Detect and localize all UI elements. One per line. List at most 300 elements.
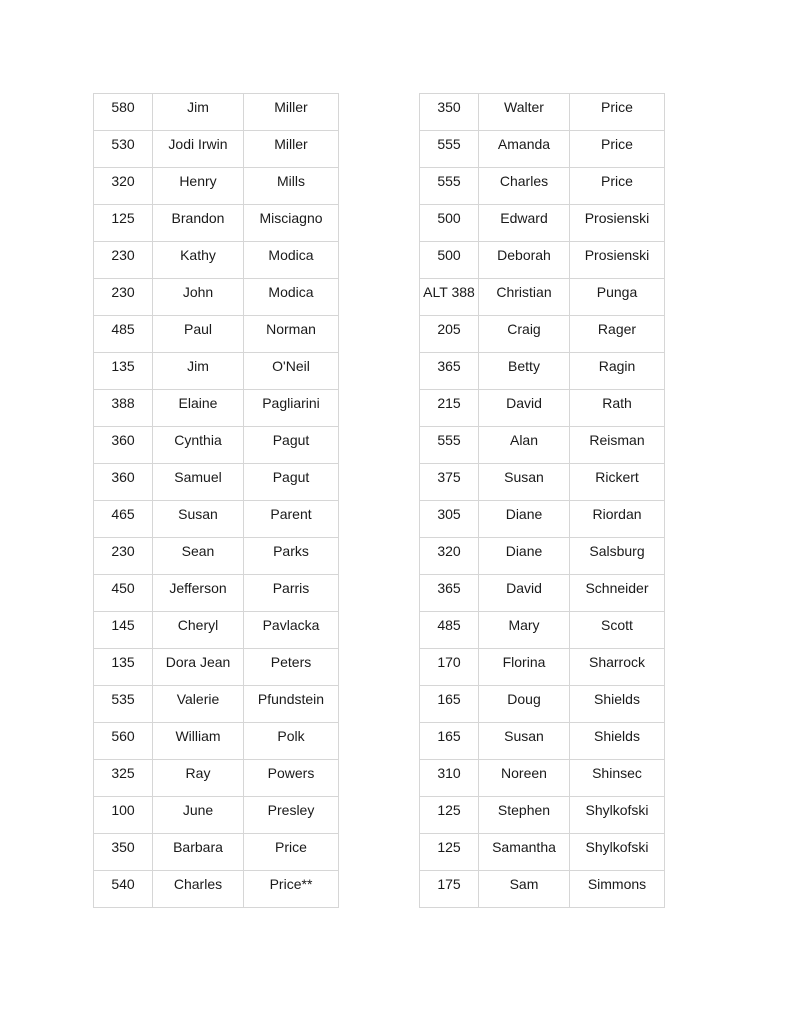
last-name-cell [570,353,665,390]
last-name-cell-text: Pagut [272,469,310,485]
first-name-cell [153,242,244,279]
first-name-cell [479,760,570,797]
number-cell-text: 365 [437,580,461,596]
last-name-cell [570,242,665,279]
last-name-cell [570,612,665,649]
table-row [420,390,665,427]
last-name-cell-text: O'Neil [272,358,310,374]
number-cell-text: 350 [437,99,461,115]
first-name-cell-text: Edward [500,210,548,226]
table-row [420,353,665,390]
first-name-cell-text: Christian [496,284,552,300]
last-name-cell [244,205,339,242]
number-cell-text: 465 [111,506,135,522]
number-cell [94,871,153,908]
last-name-cell [570,279,665,316]
first-name-cell [479,427,570,464]
first-name-cell-text: Jim [187,358,209,374]
number-cell-text: 305 [437,506,461,522]
number-cell [94,538,153,575]
last-name-cell [244,353,339,390]
first-name-cell-text: Doug [507,691,541,707]
table-row [420,464,665,501]
first-name-cell-text: Cheryl [177,617,219,633]
number-cell [94,353,153,390]
last-name-cell-text: Shinsec [592,765,642,781]
last-name-cell [244,797,339,834]
number-cell [94,464,153,501]
number-cell-text: 540 [111,876,135,892]
number-cell-text: 125 [437,802,461,818]
table-row [420,316,665,353]
last-name-cell [570,649,665,686]
first-name-cell [479,390,570,427]
last-name-cell-text: Polk [277,728,305,744]
first-name-cell [479,205,570,242]
number-cell-text: 555 [437,173,461,189]
first-name-cell-text: Florina [502,654,546,670]
last-name-cell [244,501,339,538]
last-name-cell-text: Presley [267,802,315,818]
first-name-cell-text: Samuel [174,469,222,485]
table-row [420,871,665,908]
first-name-cell [479,871,570,908]
number-cell [420,242,479,279]
first-name-cell-text: Charles [499,173,549,189]
last-name-cell [244,279,339,316]
number-cell-text: 135 [111,358,135,374]
number-cell [94,168,153,205]
first-name-cell [479,316,570,353]
number-cell-text: 230 [111,543,135,559]
number-cell [420,760,479,797]
first-name-cell-text: Diane [505,506,543,522]
table-row [420,686,665,723]
last-name-cell-text: Prosienski [584,247,650,263]
number-cell-text: 165 [437,691,461,707]
number-cell [94,94,153,131]
last-name-cell [244,427,339,464]
first-name-cell-text: Elaine [178,395,218,411]
table-row [94,205,339,242]
last-name-cell [570,723,665,760]
number-cell [94,797,153,834]
first-name-cell [153,538,244,575]
number-cell-text: ALT 388 [423,284,475,300]
number-cell [420,427,479,464]
table-row [94,760,339,797]
last-name-cell-text: Miller [274,136,308,152]
table-row [420,649,665,686]
number-cell [94,686,153,723]
first-name-cell [479,612,570,649]
table-row [420,501,665,538]
table-row [94,797,339,834]
number-cell [420,390,479,427]
number-cell-text: 450 [111,580,135,596]
first-name-cell [153,279,244,316]
last-name-cell-text: Shylkofski [585,839,649,855]
number-cell-text: 388 [111,395,135,411]
last-name-cell [570,205,665,242]
first-name-cell [153,353,244,390]
first-name-cell [479,686,570,723]
last-name-cell-text: Shields [594,728,640,744]
last-name-cell-text: Sharrock [588,654,646,670]
table-row [94,242,339,279]
number-cell-text: 175 [437,876,461,892]
last-name-cell-text: Pavlacka [262,617,320,633]
first-name-cell-text: Diane [505,543,543,559]
first-name-cell-text: Susan [504,728,544,744]
table-row [420,427,665,464]
table-row [94,353,339,390]
table-row [94,538,339,575]
first-name-cell [153,797,244,834]
table-row [94,834,339,871]
number-cell-text: 535 [111,691,135,707]
number-cell [94,205,153,242]
first-name-cell-text: Jodi Irwin [168,136,228,152]
table-row [94,612,339,649]
last-name-cell [244,538,339,575]
last-name-cell [244,390,339,427]
last-name-cell-text: Price [601,173,633,189]
last-name-cell-text: Pagut [272,432,310,448]
number-cell-text: 555 [437,136,461,152]
first-name-cell-text: Valerie [176,691,220,707]
first-name-cell [479,649,570,686]
first-name-cell-text: Jefferson [169,580,227,596]
first-name-cell-text: Paul [183,321,213,337]
last-name-cell [244,760,339,797]
first-name-cell [153,649,244,686]
table-row [420,94,665,131]
last-name-cell [570,131,665,168]
table-row [94,168,339,205]
number-cell-text: 135 [111,654,135,670]
first-name-cell [153,575,244,612]
first-name-cell [153,686,244,723]
last-name-cell [570,168,665,205]
first-name-cell [479,279,570,316]
last-name-cell-text: Price [275,839,307,855]
number-cell-text: 580 [111,99,135,115]
number-cell-text: 125 [111,210,135,226]
last-name-cell [244,834,339,871]
number-cell-text: 230 [111,284,135,300]
first-name-cell-text: Henry [179,173,217,189]
number-cell [420,94,479,131]
first-name-cell [479,168,570,205]
table-row [420,797,665,834]
number-cell [420,316,479,353]
first-name-cell [479,723,570,760]
first-name-cell-text: Brandon [171,210,225,226]
last-name-cell-text: Pagliarini [262,395,320,411]
last-name-cell-text: Parks [273,543,309,559]
last-name-cell-text: Rickert [595,469,639,485]
first-name-cell-text: Samantha [492,839,556,855]
last-name-cell-text: Reisman [589,432,645,448]
table-row [420,834,665,871]
first-name-cell [479,575,570,612]
last-name-cell-text: Riordan [592,506,642,522]
number-cell [420,205,479,242]
first-name-cell-text: David [506,395,542,411]
last-name-cell [244,612,339,649]
number-cell-text: 205 [437,321,461,337]
last-name-cell [570,797,665,834]
first-name-cell-text: William [175,728,221,744]
table-body [420,94,665,908]
table-row [94,575,339,612]
last-name-cell [244,871,339,908]
last-name-cell-text: Schneider [585,580,649,596]
last-name-cell [244,94,339,131]
first-name-cell [479,797,570,834]
number-cell-text: 555 [437,432,461,448]
last-name-cell-text: Shields [594,691,640,707]
table-row [94,279,339,316]
last-name-cell [244,464,339,501]
last-name-cell [570,390,665,427]
last-name-cell [244,649,339,686]
number-cell-text: 530 [111,136,135,152]
last-name-cell-text: Modica [268,247,314,263]
number-cell [94,316,153,353]
number-cell [420,538,479,575]
first-name-cell-text: Alan [509,432,539,448]
last-name-cell-text: Mills [277,173,305,189]
last-name-cell [244,242,339,279]
number-cell [94,427,153,464]
first-name-cell [153,834,244,871]
table-row [420,205,665,242]
last-name-cell-text: Rath [602,395,632,411]
number-cell [420,686,479,723]
number-cell-text: 320 [111,173,135,189]
last-name-cell [244,686,339,723]
first-name-cell [153,168,244,205]
last-name-cell-text: Shylkofski [585,802,649,818]
number-cell [420,649,479,686]
first-name-cell-text: Barbara [173,839,223,855]
number-cell [420,464,479,501]
first-name-cell-text: Noreen [501,765,547,781]
first-name-cell-text: Deborah [497,247,551,263]
first-name-cell-text: Jim [187,99,209,115]
first-name-cell-text: Kathy [180,247,216,263]
table-row [94,723,339,760]
first-name-cell-text: Amanda [497,136,551,152]
first-name-cell-text: Cynthia [174,432,222,448]
number-cell [94,279,153,316]
number-cell [94,390,153,427]
number-cell [94,760,153,797]
first-name-cell [153,612,244,649]
last-name-cell-text: Scott [601,617,633,633]
number-cell [94,723,153,760]
last-name-cell [570,575,665,612]
table-row [94,649,339,686]
last-name-cell [570,834,665,871]
last-name-cell [570,94,665,131]
first-name-cell [479,131,570,168]
number-cell [94,649,153,686]
number-cell [420,575,479,612]
table-row [420,760,665,797]
last-name-cell-text: Misciagno [259,210,323,226]
number-cell [94,612,153,649]
number-cell-text: 145 [111,617,135,633]
number-cell [94,501,153,538]
number-cell [420,353,479,390]
table-row [420,612,665,649]
number-cell-text: 310 [437,765,461,781]
last-name-cell-text: Ragin [598,358,636,374]
last-name-cell-text: Rager [597,321,637,337]
first-name-cell-text: June [182,802,214,818]
table-body [94,94,339,908]
roster-table-left [93,93,339,908]
number-cell [94,131,153,168]
last-name-cell [244,131,339,168]
number-cell-text: 375 [437,469,461,485]
first-name-cell [153,390,244,427]
last-name-cell [244,168,339,205]
table-row [420,168,665,205]
table-row [420,723,665,760]
table-row [94,94,339,131]
first-name-cell-text: Betty [508,358,540,374]
last-name-cell-text: Pfundstein [257,691,325,707]
first-name-cell [479,538,570,575]
table-row [94,871,339,908]
last-name-cell [570,871,665,908]
number-cell-text: 500 [437,210,461,226]
number-cell [420,834,479,871]
roster-table-right [419,93,665,908]
table-row [94,427,339,464]
first-name-cell-text: Craig [507,321,541,337]
first-name-cell [153,205,244,242]
table-row [420,575,665,612]
first-name-cell-text: John [182,284,214,300]
last-name-cell [570,427,665,464]
number-cell-text: 500 [437,247,461,263]
first-name-cell-text: Sam [509,876,539,892]
table-row [420,131,665,168]
first-name-cell-text: David [506,580,542,596]
table-row [420,242,665,279]
last-name-cell-text: Peters [270,654,312,670]
number-cell [420,168,479,205]
table-row [94,390,339,427]
last-name-cell [570,538,665,575]
table-row [94,316,339,353]
number-cell-text: 100 [111,802,135,818]
number-cell [420,871,479,908]
number-cell [420,612,479,649]
number-cell-text: 325 [111,765,135,781]
last-name-cell-text: Price** [269,876,313,892]
first-name-cell [153,427,244,464]
number-cell [420,723,479,760]
first-name-cell-text: Walter [504,99,544,115]
number-cell-text: 360 [111,469,135,485]
number-cell-text: 350 [111,839,135,855]
number-cell-text: 560 [111,728,135,744]
number-cell [420,279,479,316]
number-cell [420,797,479,834]
number-cell-text: 485 [437,617,461,633]
first-name-cell-text: Sean [181,543,215,559]
first-name-cell [153,464,244,501]
first-name-cell [479,501,570,538]
number-cell-text: 125 [437,839,461,855]
first-name-cell-text: Mary [508,617,540,633]
last-name-cell [244,316,339,353]
table-row [420,538,665,575]
first-name-cell-text: Susan [504,469,544,485]
first-name-cell [479,834,570,871]
number-cell-text: 360 [111,432,135,448]
first-name-cell-text: Stephen [497,802,551,818]
last-name-cell-text: Salsburg [589,543,645,559]
number-cell-text: 320 [437,543,461,559]
first-name-cell [153,871,244,908]
number-cell [94,242,153,279]
last-name-cell-text: Miller [274,99,308,115]
last-name-cell [570,760,665,797]
first-name-cell-text: Ray [185,765,211,781]
first-name-cell [153,131,244,168]
table-row [94,686,339,723]
first-name-cell [153,501,244,538]
first-name-cell [153,723,244,760]
first-name-cell-text: Susan [178,506,218,522]
last-name-cell [570,686,665,723]
last-name-cell-text: Punga [596,284,638,300]
number-cell-text: 365 [437,358,461,374]
last-name-cell [244,723,339,760]
last-name-cell-text: Price [601,136,633,152]
number-cell [420,501,479,538]
number-cell-text: 230 [111,247,135,263]
last-name-cell-text: Norman [266,321,316,337]
first-name-cell [479,94,570,131]
first-name-cell [479,242,570,279]
number-cell-text: 170 [437,654,461,670]
last-name-cell-text: Powers [267,765,315,781]
first-name-cell [153,760,244,797]
number-cell-text: 215 [437,395,461,411]
last-name-cell-text: Simmons [587,876,647,892]
table-row [94,131,339,168]
first-name-cell [153,94,244,131]
first-name-cell [479,353,570,390]
number-cell [420,131,479,168]
first-name-cell [153,316,244,353]
last-name-cell [570,316,665,353]
last-name-cell [570,501,665,538]
last-name-cell [570,464,665,501]
number-cell [94,834,153,871]
table-row [94,464,339,501]
table-row [94,501,339,538]
number-cell-text: 165 [437,728,461,744]
